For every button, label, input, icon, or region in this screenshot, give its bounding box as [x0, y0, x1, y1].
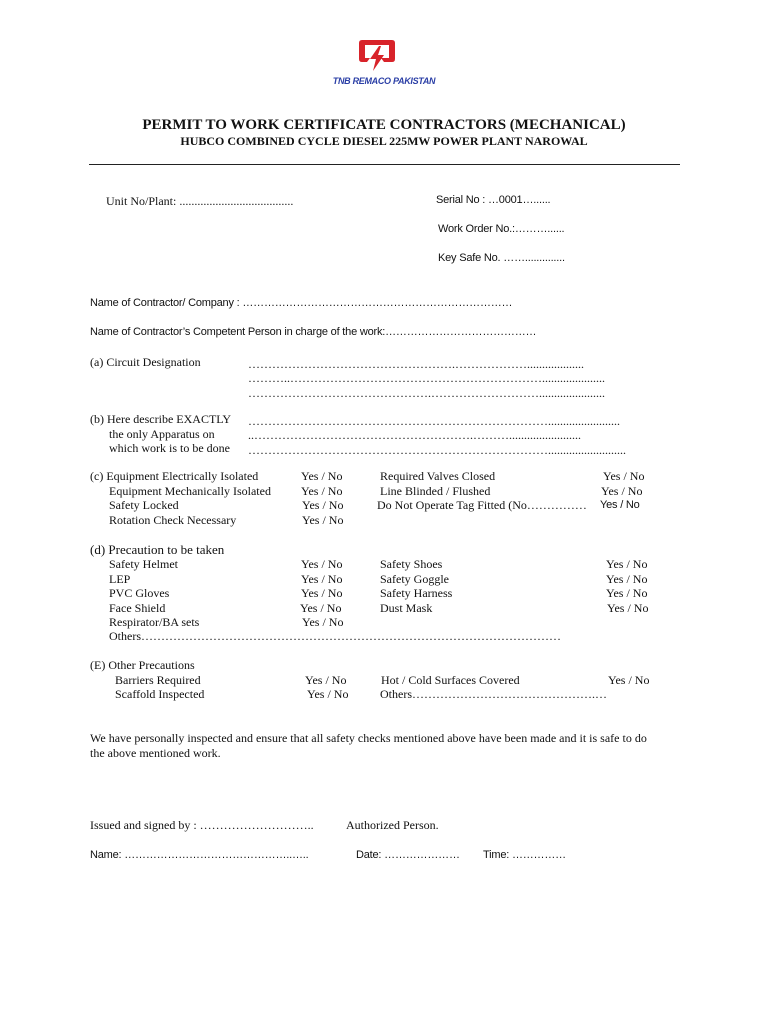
circuit-line: ……………………………………….………………………......................: [248, 386, 605, 400]
checklist-label: Safety Goggle: [380, 572, 449, 586]
checklist-label: LEP: [109, 572, 131, 586]
checklist-label: Required Valves Closed: [380, 469, 496, 483]
others-field: Others……………………………………….…: [380, 687, 607, 701]
checklist-label: Line Blinded / Flushed: [380, 484, 491, 498]
yes-no-option: Yes / No: [301, 469, 343, 483]
tnb-logo-icon: [356, 37, 398, 77]
checklist-label: Barriers Required: [115, 673, 201, 687]
checklist-label: Equipment Mechanically Isolated: [109, 484, 271, 498]
yes-no-option: Yes / No: [305, 673, 347, 687]
checklist-label: Hot / Cold Surfaces Covered: [381, 673, 520, 687]
checklist-label: Do Not Operate Tag Fitted (No……………: [377, 498, 587, 512]
serial-no-field: Serial No : …0001…......: [436, 194, 551, 206]
checklist-label: Dust Mask: [380, 601, 433, 615]
work-order-field: Work Order No.:………......: [438, 223, 565, 235]
yes-no-option: Yes / No: [301, 586, 343, 600]
precaution-heading: (d) Precaution to be taken: [90, 542, 225, 557]
checklist-label: Respirator/BA sets: [109, 615, 200, 629]
apparatus-line: ..……………………………………………….………........................: [248, 428, 581, 442]
yes-no-option: Yes / No: [307, 687, 349, 701]
checklist-label: Rotation Check Necessary: [109, 513, 237, 527]
apparatus-label: which work is to be done: [109, 441, 230, 455]
yes-no-option: Yes / No: [601, 484, 643, 498]
checklist-label: Safety Harness: [380, 586, 453, 600]
yes-no-option: Yes / No: [302, 513, 344, 527]
circuit-line: ………..……………………………………………………….....................: [248, 371, 605, 385]
apparatus-label: (b) Here describe EXACTLY: [90, 412, 232, 426]
checklist-label: (c) Equipment Electrically Isolated: [90, 469, 259, 483]
checklist-label: Safety Helmet: [109, 557, 178, 571]
yes-no-option: Yes / No: [300, 601, 342, 615]
checklist-label: Scaffold Inspected: [115, 687, 205, 701]
apparatus-label: the only Apparatus on: [109, 427, 215, 441]
apparatus-line: …………………………………………………………………........................: [248, 414, 620, 428]
yes-no-option: Yes / No: [302, 498, 344, 512]
document-title: PERMIT TO WORK CERTIFICATE CONTRACTORS (MECHANICAL): [142, 117, 626, 133]
circuit-line: …………………………………………….………………...................: [248, 357, 584, 371]
competent-person-field: Name of Contractor’s Competent Person in charge of the work:……………………………………: [90, 326, 537, 338]
header-divider: [89, 164, 680, 165]
yes-no-option: Yes / No: [606, 572, 648, 586]
unit-no-field: Unit No/Plant: ......................................: [106, 194, 294, 208]
yes-no-option: Yes / No: [606, 586, 648, 600]
yes-no-option: Yes / No: [301, 572, 343, 586]
checklist-label: Safety Shoes: [380, 557, 443, 571]
checklist-label: PVC Gloves: [109, 586, 170, 600]
yes-no-option: Yes / No: [301, 557, 343, 571]
key-safe-field: Key Safe No. ……..............: [438, 252, 565, 264]
other-precautions-heading: (E) Other Precautions: [90, 658, 195, 672]
checklist-label: Safety Locked: [109, 498, 179, 512]
yes-no-option: Yes / No: [608, 673, 650, 687]
name-field: Name: ………………………………………..…..: [90, 849, 309, 861]
yes-no-option: Yes / No: [607, 601, 649, 615]
authorized-person-label: Authorized Person.: [346, 818, 439, 832]
yes-no-option: Yes / No: [600, 499, 640, 511]
issued-signed-field: Issued and signed by : ………………………..: [90, 818, 314, 832]
yes-no-option: Yes / No: [603, 469, 645, 483]
declaration-text: We have personally inspected and ensure that all safety checks mentioned above have been made and it is safe to do: [90, 731, 647, 745]
date-field: Date: …………………: [356, 849, 460, 861]
document-subtitle: HUBCO COMBINED CYCLE DIESEL 225MW POWER PLANT NAROWAL: [180, 134, 588, 148]
yes-no-option: Yes / No: [606, 557, 648, 571]
declaration-text: the above mentioned work.: [90, 746, 221, 760]
yes-no-option: Yes / No: [302, 615, 344, 629]
circuit-designation-label: (a) Circuit Designation: [90, 355, 201, 369]
yes-no-option: Yes / No: [301, 484, 343, 498]
contractor-company-field: Name of Contractor/ Company : …………………………………………………………………: [90, 297, 513, 309]
others-field: Others……………………………………………………………………………………………: [109, 629, 561, 643]
apparatus-line: …………………………………………………………………..........................: [248, 443, 626, 457]
company-name: TNB REMACO PAKISTAN: [332, 76, 436, 86]
time-field: Time: ……………: [483, 849, 566, 861]
checklist-label: Face Shield: [109, 601, 166, 615]
